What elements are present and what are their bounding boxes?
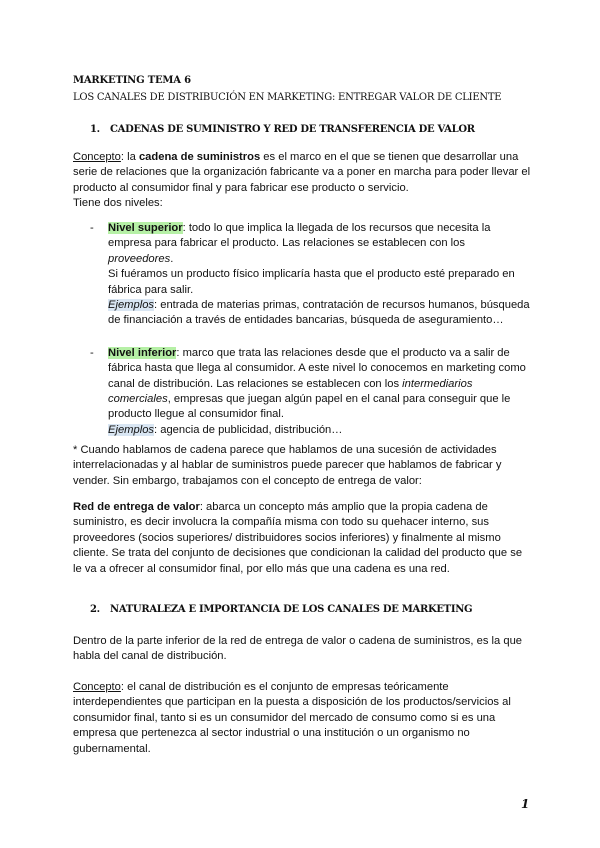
- section-2-intro-text: Dentro de la parte inferior de la red de entrega de valor o cadena de suministros, es la que habla del canal de distribución.: [73, 635, 523, 663]
- lower-level-text-a: : marco que trata las relaciones desde que el producto va a salir de fábrica hasta que llega al consumidor. A este nivel lo conocemos en marketing como canal de distribución. Las relaciones se establecen con los: [108, 346, 526, 390]
- upper-level-label: Nivel superior: [108, 222, 183, 234]
- page-number: 1: [521, 797, 530, 811]
- section-2-title: NATURALEZA E IMPORTANCIA DE LOS CANALES DE MARKETING: [110, 604, 473, 615]
- upper-examples-text: : entrada de materias primas, contratación de recursos humanos, búsqueda de financiación a través de entidades bancarias, búsqueda de aseguramiento…: [108, 299, 530, 327]
- course-title: MARKETING TEMA 6: [73, 75, 191, 86]
- concept-label: Concepto: [73, 151, 121, 163]
- dash-bullet: -: [90, 346, 94, 359]
- section-1-concept: [73, 150, 533, 212]
- section-2-concept: [73, 680, 533, 757]
- list-item-lower-level: [90, 346, 530, 438]
- upper-examples-label: Ejemplos: [108, 299, 155, 312]
- lower-examples-label: Ejemplos: [108, 423, 155, 436]
- levels-intro: Tiene dos niveles:: [73, 197, 163, 210]
- red-text: : abarca un concepto más amplio que la propia cadena de suministro, es decir involucra la compañía misma con todo su quehacer interno, sus proveedores (socios superiores/ distribuidores socios inferiores) y finalmente al mismo cliente. Se trata del conjunto de decisiones que condicionan la calidad del producto que se le va a ofrecer al consumidor final, por ello más que una cadena es una red.: [73, 501, 523, 575]
- upper-level-text-b: .: [170, 252, 174, 265]
- section-1-number: 1.: [90, 124, 100, 135]
- section-1-heading: [90, 124, 475, 135]
- note-text: * Cuando hablamos de cadena parece que hablamos de una sucesión de actividades interrelacionadas y al hablar de suministros puede parecer que hablamos de fabricar y vender. Sin embargo, trabajamos con el concepto de entrega de valor:: [73, 444, 502, 487]
- red-label: Red de entrega de valor: [73, 501, 200, 513]
- lower-level-text-b: , empresas que juegan algún papel en el canal para conseguir que le producto llegue al consumidor final.: [108, 393, 511, 421]
- upper-level-line2: Si fuéramos un producto físico implicaría hasta que el producto esté preparado en fábrica para salir.: [108, 268, 515, 296]
- concept-term: cadena de suministros: [138, 151, 261, 163]
- upper-level-text-a: : todo lo que implica la llegada de los recursos que necesita la empresa para fabricar el producto. Las relaciones se establecen con los: [108, 222, 491, 250]
- concept-text-b: es el marco en el que se tienen que desarrollar una serie de relaciones que la organización fabricante va a poner en marcha para poder llevar el producto al consumidor final y para fabricar ese producto o servicio.: [73, 151, 531, 194]
- document-title: LOS CANALES DE DISTRIBUCIÓN EN MARKETING: ENTREGAR VALOR DE CLIENTE: [73, 92, 502, 103]
- concept-2-text: : el canal de distribución es el conjunto de empresas teóricamente interdependientes que participan en la puesta a disposición de los productos/servicios al consumidor final, tanto si es un consumidor del mercado de consumo como si es una empresa que pertenezca al sector industrial o una institución o un organismo no gubernamental.: [73, 681, 511, 755]
- dash-bullet: -: [90, 222, 94, 234]
- section-2-heading: [90, 604, 472, 615]
- cadena-note: [73, 443, 533, 489]
- levels-list: [90, 221, 530, 438]
- list-item-upper-level: [90, 221, 530, 329]
- lower-level-italic: intermediarios comerciales: [108, 377, 473, 406]
- lower-examples-text: : agencia de publicidad, distribución…: [154, 423, 343, 436]
- lower-level-label: Nivel inferior: [108, 346, 177, 359]
- section-1-title: CADENAS DE SUMINISTRO Y RED DE TRANSFERENCIA DE VALOR: [110, 124, 475, 135]
- red-entrega-valor: [73, 500, 533, 577]
- concept-2-label: Concepto: [73, 681, 121, 693]
- upper-level-italic: proveedores: [108, 252, 171, 265]
- section-2-intro: [73, 634, 533, 665]
- concept-text-a: : la: [120, 151, 139, 163]
- section-2-number: 2.: [90, 604, 100, 615]
